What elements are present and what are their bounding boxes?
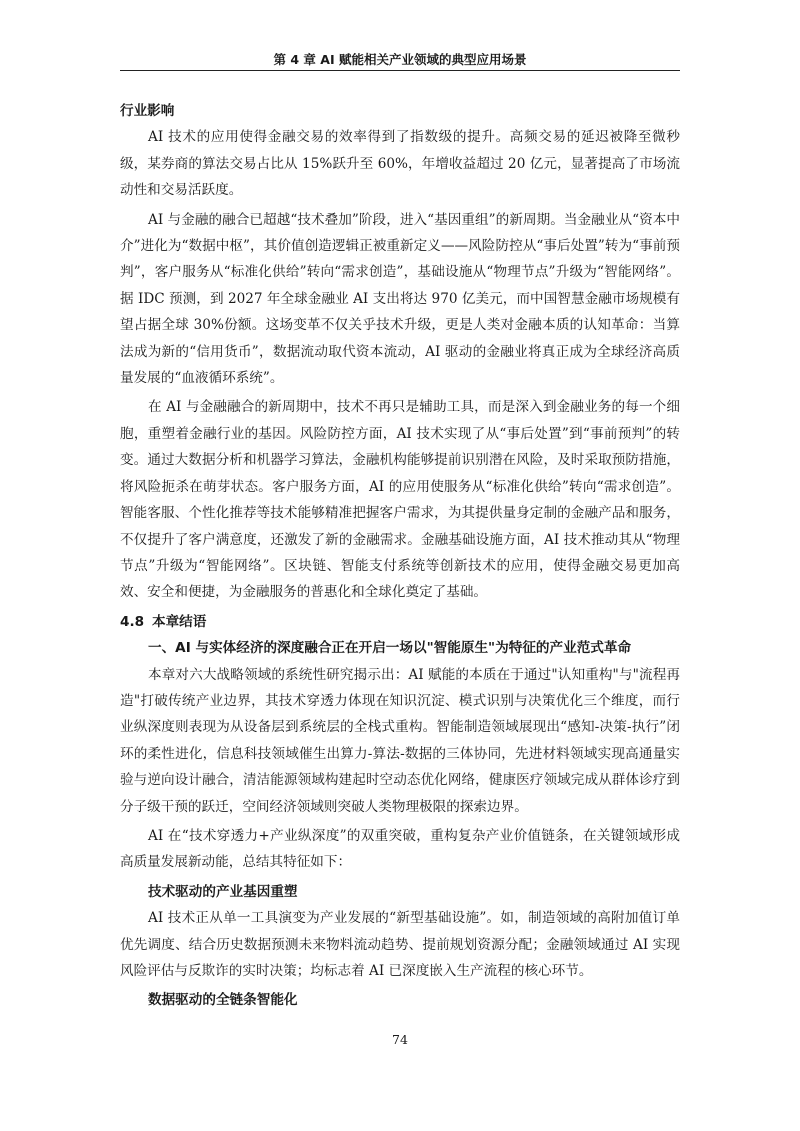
paragraph: AI 与金融的融合已超越“技术叠加”阶段，进入“基因重组”的新周期。当金融业从“资本中介”进化为“数据中枢”，其价值创造逻辑正被重新定义——风险防控从“事后处置”转为“事前预判”，客户服务从“标准化供给”转向“需求创造”，基础设施从“物理节点”升级为“智能网络”。据 IDC 预测，到 2027 年全球金融业 AI 支出将达 970 亿美元，而中国智慧金融市场规模有望占据全球 30%份额。这场变革不仅关乎技术升级，更是人类对金融本质的认知革命：当算法成为新的“信用货币”，数据流动取代资本流动，AI 驱动的金融业将真正成为全球经济高质量发展的“血液循环系统”。 xyxy=(120,211,680,387)
paragraph: AI 技术的应用使得金融交易的效率得到了指数级的提升。高频交易的延迟被降至微秒级，某券商的算法交易占比从 15%跃升至 60%，年增收益超过 20 亿元，显著提高了市场流动性和交易活跃度。 xyxy=(120,129,680,199)
paragraph: AI 在“技术穿透力+产业纵深度”的双重突破，重构复杂产业价值链条，在关键领域形成高质量发展新动能，总结其特征如下： xyxy=(120,827,680,871)
header-rule xyxy=(120,70,680,71)
paragraph: AI 技术正从单一工具演变为产业发展的“新型基础设施”。如，制造领域的高附加值订单优先调度、结合历史数据预测未来物料流动趋势、提前规划资源分配；金融领域通过 AI 实现风险评估与反欺诈的实时决策；均标志着 AI 已深度嵌入生产流程的核心环节。 xyxy=(120,910,680,979)
subheading-industry-impact: 行业影响 xyxy=(120,103,175,119)
subheading-paradigm-revolution: 一、AI 与实体经济的深度融合正在开启一场以"智能原生"为特征的产业范式革命 xyxy=(148,640,632,657)
running-header: 第 4 章 AI 赋能相关产业领域的典型应用场景 xyxy=(273,52,527,67)
page-content xyxy=(120,98,680,1014)
subheading-data-driven: 数据驱动的全链条智能化 xyxy=(148,992,298,1009)
subheading-tech-driven: 技术驱动的产业基因重塑 xyxy=(148,883,298,900)
section-number: 4.8 xyxy=(120,613,145,630)
section-title: 本章结语 xyxy=(152,613,207,630)
section-heading-4-8 xyxy=(120,609,680,635)
page-number: 74 xyxy=(392,1032,408,1047)
paragraph: 本章对六大战略领域的系统性研究揭示出：AI 赋能的本质在于通过"认知重构"与"流程再造"打破传统产业边界，其技术穿透力体现在知识沉淀、模式识别与决策优化三个维度，而行业纵深度则表现为从设备层到系统层的全栈式重构。智能制造领域展现出“感知-决策-执行”闭环的柔性进化，信息科技领域催生出算力-算法-数据的三体协同，先进材料领域实现高通量实验与逆向设计融合，清洁能源领域构建起时空动态优化网络，健康医疗领域完成从群体诊疗到分子级干预的跃迁，空间经济领域则突破人类物理极限的探索边界。 xyxy=(120,666,680,815)
paragraph: 在 AI 与金融融合的新周期中，技术不再只是辅助工具，而是深入到金融业务的每一个细胞，重塑着金融行业的基因。风险防控方面，AI 技术实现了从“事后处置”到“事前预判”的转变。通过大数据分析和机器学习算法，金融机构能够提前识别潜在风险，及时采取预防措施，将风险扼杀在萌芽状态。客户服务方面，AI 的应用使服务从“标准化供给”转向“需求创造”。智能客服、个性化推荐等技术能够精准把握客户需求，为其提供量身定制的金融产品和服务，不仅提升了客户满意度，还激发了新的金融需求。金融基础设施方面，AI 技术推动其从“物理节点”升级为“智能网络”。区块链、智能支付系统等创新技术的应用，使得金融交易更加高效、安全和便捷，为金融服务的普惠化和全球化奠定了基础。 xyxy=(120,399,680,601)
